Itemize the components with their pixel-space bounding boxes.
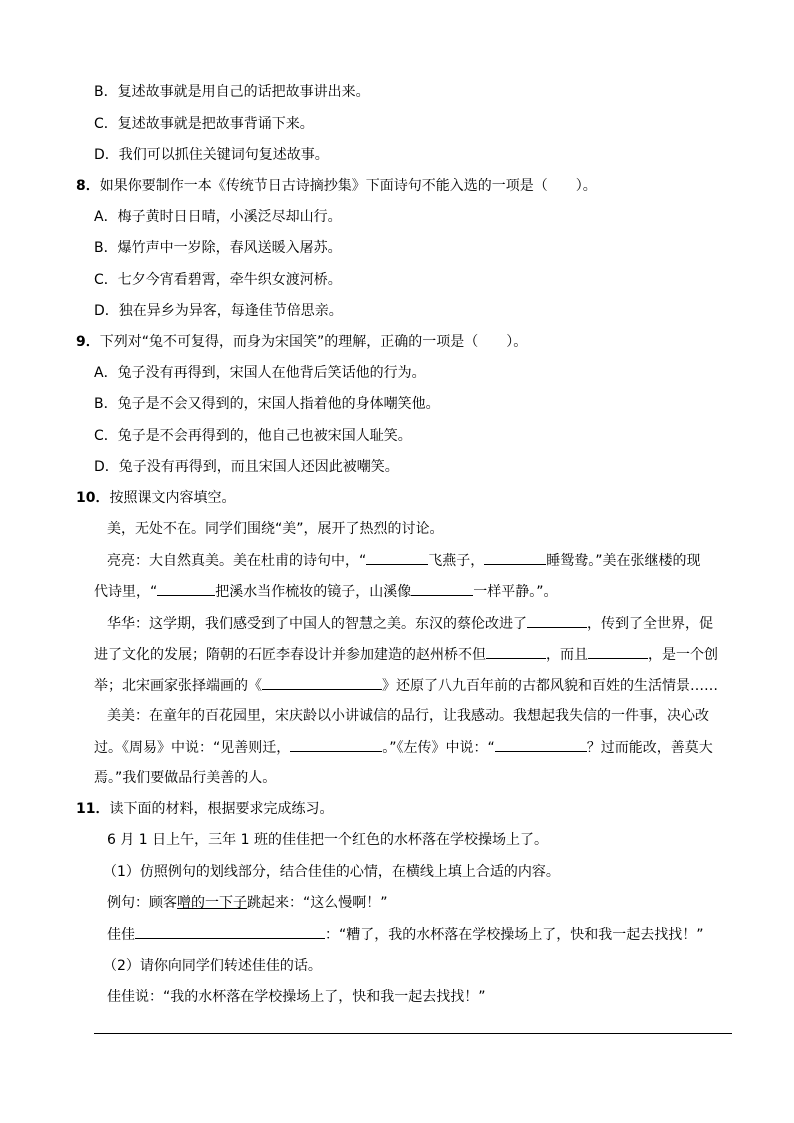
q10-liangliang-line2: 代诗里，“ 把溪水当作梳妆的镜子，山溪像 一样平静。”。 [94,581,558,602]
blank-poem-3[interactable] [157,581,215,596]
q9-option-b: B．兔子是不会又得到的，宋国人指着他的身体嘲笑他。 [94,396,440,412]
blank-cailun[interactable] [527,613,587,628]
q8-stem [76,176,597,196]
q11-sub1: （1）仿照例句的划线部分，结合佳佳的心情，在横线上填上合适的内容。 [103,864,560,880]
q11-quote: 佳佳说：“我的水杯落在学校操场上了，快和我一起去找找！” [107,989,486,1005]
q7-option-d: D．我们可以抓住关键词句复述故事。 [94,147,329,163]
q11-fill-line: 佳佳 ：“糟了，我的水杯落在学校操场上了，快和我一起去找找！” [107,924,704,945]
q11-sub2: （2）请你向同学们转述佳佳的话。 [103,958,322,974]
q10-intro: 美，无处不在。同学们围绕“美”，展开了热烈的讨论。 [107,521,444,537]
blank-zuozhuan[interactable] [495,737,587,752]
blank-zhouyi[interactable] [290,737,382,752]
q11-text: 读下面的材料，根据要求完成练习。 [109,801,334,817]
q11-stem [76,799,333,819]
q8-number: 8． [76,178,100,194]
q10-huahua-line3: 举；北宋画家张择端画的《 》还原了八九百年前的古都风貌和百姓的生活情景…… [94,675,718,696]
q9-number: 9． [76,334,100,350]
q10-liangliang-line1: 亮亮：大自然真美。美在杜甫的诗句中，“ 飞燕子， 睡鸳鸯。”美在张继楼的现 [107,550,701,571]
q10-meimei-line3: 焉。”我们要做品行美善的人。 [94,770,277,786]
blank-poem-4[interactable] [411,581,473,596]
blank-jiajia-action[interactable] [135,924,325,939]
q8-text: 如果你要制作一本《传统节日古诗摘抄集》下面诗句不能入选的一项是（ ）。 [99,178,597,194]
q9-stem [76,332,527,352]
q7-option-c: C．复述故事就是把故事背诵下来。 [94,116,314,132]
blank-painting[interactable] [262,675,382,690]
q11-material: 6 月 1 日上午，三年 1 班的佳佳把一个红色的水杯落在学校操场上了。 [107,832,548,848]
answer-line[interactable] [94,1033,732,1034]
blank-bridge-2[interactable] [588,644,648,659]
q10-text: 按照课文内容填空。 [109,490,236,506]
q10-stem [76,488,235,508]
q9-text: 下列对“兔不可复得，而身为宋国笑”的理解，正确的一项是（ ）。 [99,334,528,350]
q7-option-b: B．复述故事就是用自己的话把故事讲出来。 [94,84,370,100]
q10-number: 10． [76,490,110,506]
q11-example: 例句：顾客噌的一下子跳起来：“这么慢啊！” [107,895,388,911]
blank-poem-1[interactable] [366,550,428,565]
q11-number: 11． [76,801,110,817]
q10-huahua-line2: 进了文化的发展；隋朝的石匠李春设计并参加建造的赵州桥不但 ，而且 ，是一个创 [94,644,718,665]
q8-option-d: D．独在异乡为异客，每逢佳节倍思亲。 [94,303,343,319]
q8-option-c: C．七夕今宵看碧霄，牵牛织女渡河桥。 [94,272,342,288]
q10-meimei-line2: 过。《周易》中说：“见善则迁， 。”《左传》中说：“ ？过而能改，善莫大 [94,737,713,758]
blank-poem-2[interactable] [484,550,546,565]
example-underlined-phrase: 噌的一下子 [177,895,247,911]
blank-bridge-1[interactable] [486,644,546,659]
q8-option-b: B．爆竹声中一岁除，春风送暖入屠苏。 [94,240,342,256]
q9-option-a: A．兔子没有再得到，宋国人在他背后笑话他的行为。 [94,365,426,381]
q10-meimei-line1: 美美：在童年的百花园里，宋庆龄以小讲诚信的品行，让我感动。我想起我失信的一件事，决心改 [107,708,709,724]
q9-option-d: D．兔子没有再得到，而且宋国人还因此被嘲笑。 [94,459,399,475]
q9-option-c: C．兔子是不会再得到的，他自己也被宋国人耻笑。 [94,428,412,444]
q8-option-a: A．梅子黄时日日晴，小溪泛尽却山行。 [94,209,342,225]
q10-huahua-line1: 华华：这学期，我们感受到了中国人的智慧之美。东汉的蔡伦改进了 ，传到了全世界，促 [107,613,713,634]
